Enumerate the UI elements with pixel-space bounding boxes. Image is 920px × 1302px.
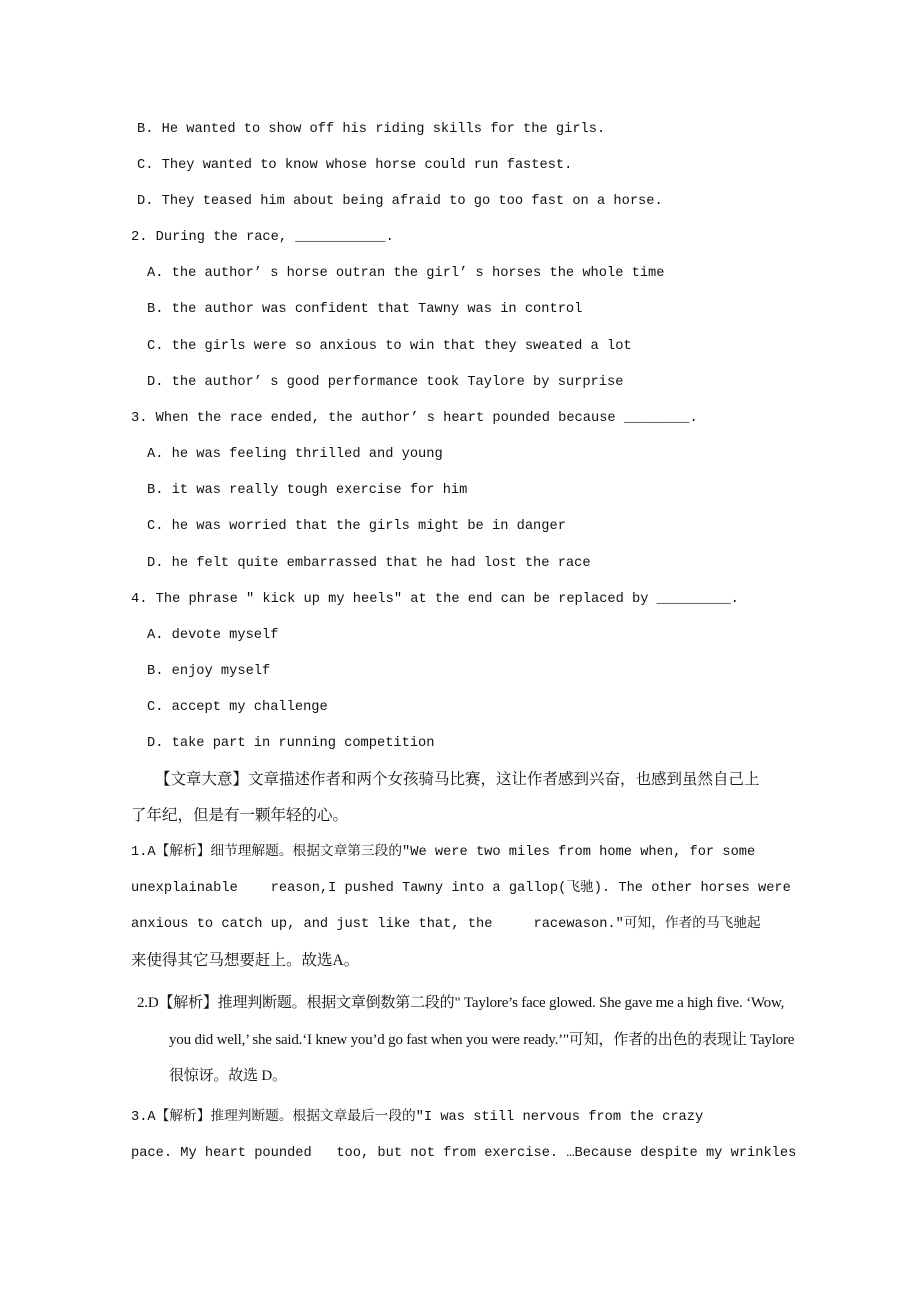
q3-stem: 3. When the race ended, the author’ s heart pounded because ________. (131, 411, 698, 426)
q2-option-c: C. the girls were so anxious to win that they sweated a lot (147, 339, 632, 354)
q4-option-a: A. devote myself (147, 628, 279, 643)
summary-line-1: 【文章大意】文章描述作者和两个女孩骑马比赛，这让作者感到兴奋，也感到虽然自己上 (155, 771, 760, 788)
q4-option-c: C. accept my challenge (147, 700, 328, 715)
explanation-1-line-4: 来使得其它马想要赶上。故选A。 (131, 952, 360, 969)
explanation-3-line-2: pace. My heart pounded too, but not from exercise. …Because despite my wrinkles (131, 1146, 797, 1161)
explanation-3-line-1: 3.A【解析】推理判断题。根据文章最后一段的"I was still nervous from the crazy (131, 1110, 704, 1125)
explanation-2-line-3: 很惊讶。故选 D。 (169, 1068, 287, 1084)
q3-option-c: C. he was worried that the girls might be in danger (147, 519, 566, 534)
q1-option-c: C. They wanted to know whose horse could run fastest. (137, 158, 573, 173)
q1-option-b: B. He wanted to show off his riding skills for the girls. (137, 122, 606, 137)
q3-option-d: D. he felt quite embarrassed that he had lost the race (147, 556, 591, 571)
explanation-1-line-2: unexplainable reason,I pushed Tawny into a gallop(飞驰). The other horses were (131, 881, 791, 896)
explanation-1-line-1: 1.A【解析】细节理解题。根据文章第三段的"We were two miles from home when, for some (131, 845, 756, 860)
q4-option-d: D. take part in running competition (147, 736, 435, 751)
q1-option-d: D. They teased him about being afraid to go too fast on a horse. (137, 194, 663, 209)
q2-stem: 2. During the race, ___________. (131, 230, 394, 245)
q4-stem: 4. The phrase " kick up my heels" at the end can be replaced by _________. (131, 592, 739, 607)
q2-option-a: A. the author’ s horse outran the girl’ s horses the whole time (147, 266, 665, 281)
q2-option-b: B. the author was confident that Tawny was in control (147, 302, 583, 317)
q2-option-d: D. the author’ s good performance took Taylore by surprise (147, 375, 624, 390)
explanation-2-line-2: you did well,’ she said.‘I knew you’d go fast when you were ready.’"可知，作者的出色的表现让 Taylore (169, 1032, 795, 1048)
q3-option-a: A. he was feeling thrilled and young (147, 447, 443, 462)
q3-option-b: B. it was really tough exercise for him (147, 483, 468, 498)
explanation-2-line-1: 2.D【解析】推理判断题。根据文章倒数第二段的" Taylore’s face glowed. She gave me a high five. ‘Wow, (137, 995, 785, 1011)
q4-option-b: B. enjoy myself (147, 664, 271, 679)
explanation-1-line-3: anxious to catch up, and just like that, the racewason."可知，作者的马飞驰起 (131, 917, 761, 932)
summary-line-2: 了年纪，但是有一颗年轻的心。 (131, 807, 349, 824)
